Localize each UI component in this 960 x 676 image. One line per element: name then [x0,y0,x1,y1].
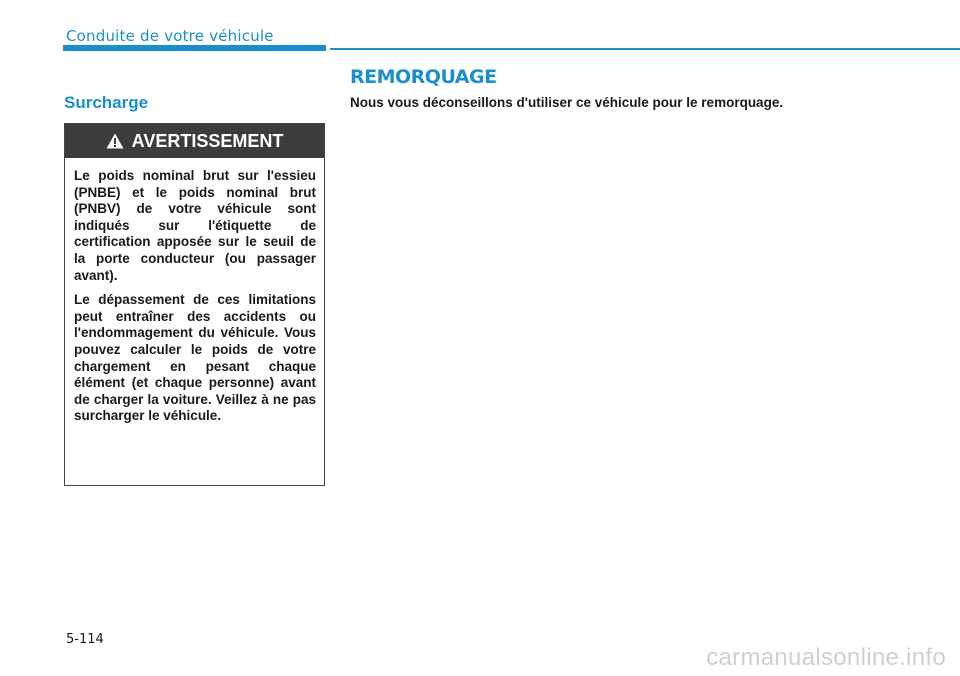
header-rule-thin [330,48,960,50]
watermark: carmanualsonline.info [706,644,946,671]
section-title-surcharge: Surcharge [64,93,149,112]
warning-header [65,124,324,158]
header-rule-thick [63,45,326,51]
remorquage-text: Nous vous déconseillons d'utiliser ce véhicule pour le remorquage. [350,95,784,110]
page-number: 5-114 [66,632,104,647]
chapter-title: Conduite de votre véhicule [66,27,274,45]
warning-box [64,123,325,486]
warning-paragraph: Le dépassement de ces limitations peut entraîner des accidents ou l'endommagement du véhicule. Vous pouvez calculer le poids de votre chargement en pesant chaque élément (et chaque personne) avant de charger la voiture. Veillez à ne pas surcharger le véhicule. [74,292,316,424]
warning-triangle-icon [106,133,124,149]
section-title-remorquage: REMORQUAGE [350,66,497,88]
warning-heading: AVERTISSEMENT [131,130,284,151]
warning-paragraph: Le poids nominal brut sur l'essieu (PNBE) et le poids nominal brut (PNBV) de votre véhicule sont indiqués sur l'étiquette de certification apposée sur le seuil de la porte conducteur (ou passager avant). [74,168,316,283]
warning-body [65,158,324,425]
